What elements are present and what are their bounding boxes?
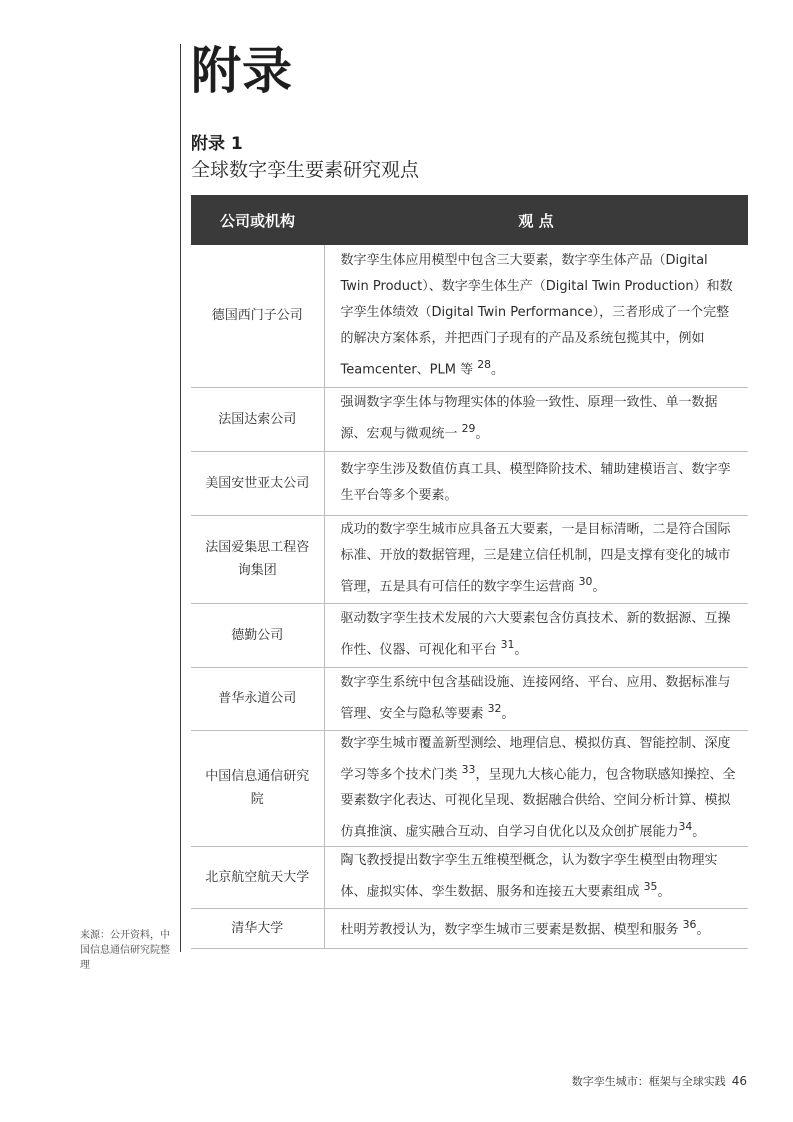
source-note: 来源：公开资料，中国信息通信研究院整理 (80, 930, 170, 971)
footnote-ref: 35 (643, 880, 658, 894)
table-header-row (191, 195, 748, 245)
view-text: 成功的数字孪生城市应具备五大要素，一是目标清晰，二是符合国际标准、开放的数据管理，三是建立信任机制，四是支撑有变化的城市管理，五是具有可信任的数字孪生运营商 (340, 522, 731, 595)
view-text: 强调数字孪生体与物理实体的体验一致性、原理一致性、单一数据源、宏观与微观统一 (340, 395, 718, 442)
view-text: 驱动数字孪生技术发展的六大要素包含仿真技术、新的数据源、互操作性、仪器、可视化和平台 (340, 611, 731, 658)
footer-book-title: 数字孪生城市：框架与全球实践 (571, 1075, 726, 1088)
view-cell (324, 603, 748, 667)
view-cell (324, 387, 748, 451)
table-row (191, 515, 748, 603)
view-end: 。 (696, 922, 710, 938)
footnote-ref: 32 (487, 701, 502, 715)
view-cell (324, 515, 748, 603)
page-footer (572, 1073, 747, 1089)
footnote-ref: 29 (461, 422, 476, 436)
org-cell: 普华永道公司 (191, 667, 324, 730)
view-end: 。 (657, 884, 671, 900)
margin-rule (180, 44, 181, 952)
view-text: 数字孪生城市覆盖新型测绘、地理信息、模拟仿真、智能控制、深度学习等多个技术门类 (340, 735, 731, 782)
view-text: 数字孪生系统中包含基础设施、连接网络、平台、应用、数据标准与管理、安全与隐私等要素 (340, 674, 731, 722)
footnote-ref: 34 (678, 820, 693, 833)
org-cell: 美国安世亚太公司 (191, 451, 324, 515)
page-title: 附录 (191, 42, 293, 100)
org-cell: 法国达索公司 (191, 387, 324, 451)
org-cell: 德国西门子公司 (191, 245, 324, 387)
header-org: 公司或机构 (191, 195, 324, 245)
table-row (191, 245, 748, 387)
org-cell: 法国爱集思工程咨询集团 (191, 515, 324, 603)
footnote-ref: 36 (682, 918, 697, 932)
view-cell (324, 730, 748, 846)
view-text: 杜明芳教授认为，数字孪生城市三要素是数据、模型和服务 (340, 922, 679, 938)
view-cell (324, 667, 748, 730)
view-end: 。 (501, 706, 515, 722)
view-text: 数字孪生体应用模型中包含三大要素，数字孪生体产品（Digital Twin Product）、数字孪生体生产（Digital Twin Production）和数字孪生体绩效（Digital Twin Performance），三者形成了一个完整的解决方案体系，并把西门子现有的产品及系统包揽其中，例如 Teamcenter、PLM 等 (340, 253, 733, 378)
view-cell (324, 908, 748, 948)
view-text: 陶飞教授提出数字孪生五维模型概念，认为数字孪生模型由物理实体、虚拟实体、孪生数据、服务和连接五大要素组成 (340, 853, 718, 900)
org-cell: 清华大学 (191, 908, 324, 948)
view-text: 数字孪生涉及数值仿真工具、模型降阶技术、辅助建模语言、数字孪生平台等多个要素。 (340, 462, 731, 503)
header-view: 观 点 (324, 195, 748, 245)
table-row (191, 908, 748, 948)
footnote-ref: 28 (477, 358, 492, 372)
view-end: 。 (592, 579, 606, 595)
appendix-label: 附录 1 (191, 134, 243, 154)
footnote-ref: 31 (500, 638, 515, 652)
elements-table (191, 195, 748, 949)
view-cell (324, 245, 748, 387)
view-end: 。 (692, 824, 706, 840)
appendix-title: 全球数字孪生要素研究观点 (191, 159, 420, 181)
footnote-ref: 33 (461, 762, 476, 776)
view-end: 。 (514, 642, 528, 658)
view-end: 。 (475, 426, 489, 442)
footnote-ref: 30 (578, 575, 593, 589)
view-cell (324, 451, 748, 515)
page-number: 46 (731, 1074, 747, 1088)
org-cell: 北京航空航天大学 (191, 846, 324, 908)
table-row (191, 451, 748, 515)
view-end: ，呈现九大核心能力，包含物联感知操控、全要素数字化表达、可视化呈现、数据融合供给、空间分析计算、模拟仿真推演、虚实融合互动、自学习自优化以及众创扩展能力 (340, 767, 736, 840)
org-cell: 中国信息通信研究院 (191, 730, 324, 846)
table-row (191, 667, 748, 730)
view-end: 。 (491, 362, 505, 378)
org-cell: 德勤公司 (191, 603, 324, 667)
view-cell (324, 846, 748, 908)
table-row (191, 846, 748, 908)
table-row (191, 387, 748, 451)
table-row (191, 730, 748, 846)
table-row (191, 603, 748, 667)
